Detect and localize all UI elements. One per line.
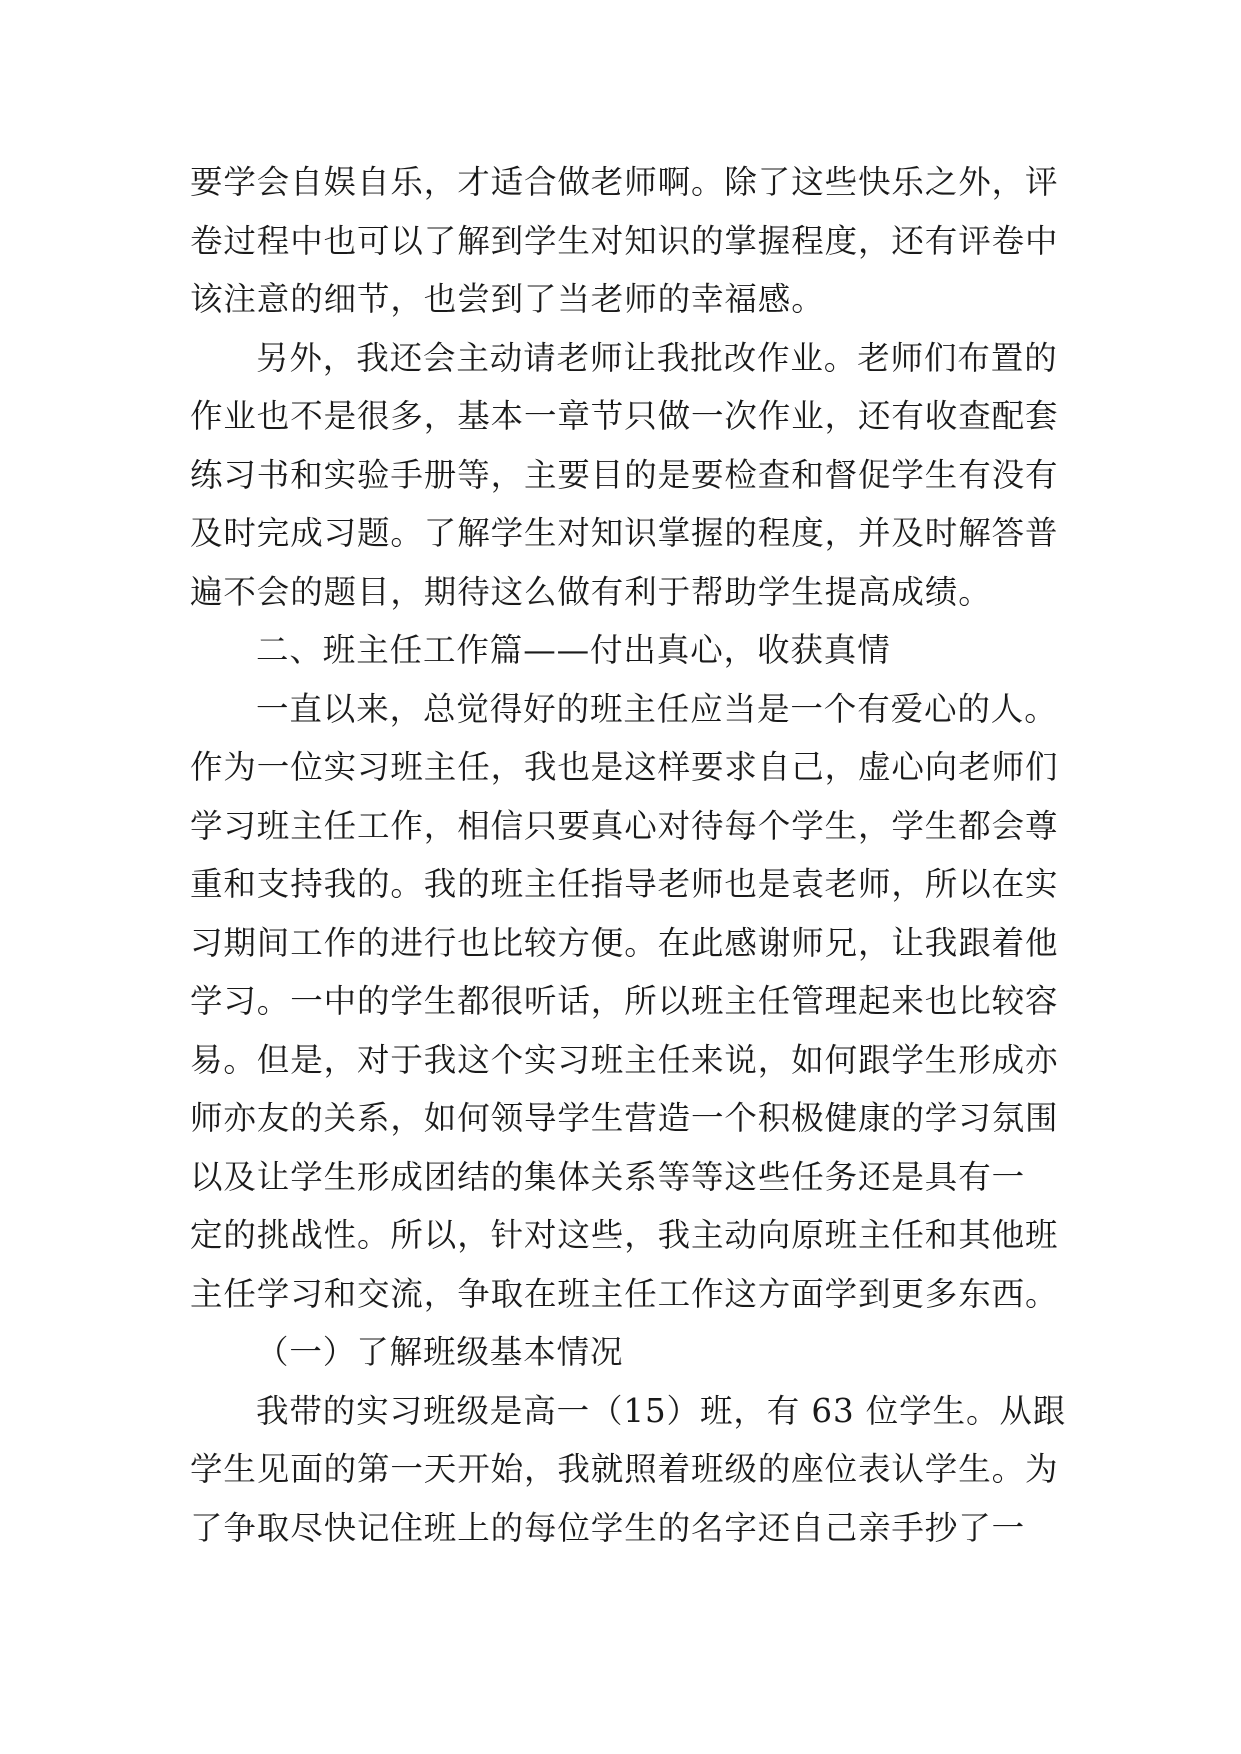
paragraph-first-line: 一直以来，总觉得好的班主任应当是一个有爱心的人。 <box>256 689 1058 728</box>
text-line: 定的挑战性。所以，针对这些，我主动向原班主任和其他班 <box>190 1216 1059 1254</box>
text-line: 遍不会的题目，期待这么做有利于帮助学生提高成绩。 <box>190 572 992 611</box>
text-line: 作为一位实习班主任，我也是这样要求自己，虚心向老师们 <box>190 748 1059 786</box>
paragraph-first-line: 另外，我还会主动请老师让我批改作业。老师们布置的 <box>256 338 1058 377</box>
text-line: 练习书和实验手册等，主要目的是要检查和督促学生有没有 <box>190 455 1059 494</box>
text-line: 重和支持我的。我的班主任指导老师也是袁老师，所以在实 <box>190 865 1059 903</box>
text-line: 要学会自娱自乐，才适合做老师啊。除了这些快乐之外，评 <box>190 163 1059 201</box>
text-line: 学习。一中的学生都很听话，所以班主任管理起来也比较容 <box>190 982 1059 1020</box>
section-heading: 二、班主任工作篇——付出真心，收获真情 <box>256 631 891 669</box>
text-line: 易。但是，对于我这个实习班主任来说，如何跟学生形成亦 <box>190 1040 1059 1079</box>
text-line: 师亦友的关系，如何领导学生营造一个积极健康的学习氛围 <box>190 1099 1059 1137</box>
text-line: 卷过程中也可以了解到学生对知识的掌握程度，还有评卷中 <box>190 221 1059 260</box>
text-line: 及时完成习题。了解学生对知识掌握的程度，并及时解答普 <box>190 514 1059 552</box>
body-text <box>190 153 1067 1557</box>
subsection-heading: （一）了解班级基本情况 <box>256 1333 624 1371</box>
text-line: 了争取尽快记住班上的每位学生的名字还自己亲手抄了一 <box>190 1508 1026 1547</box>
text-line: 学习班主任工作，相信只要真心对待每个学生，学生都会尊 <box>190 806 1059 845</box>
text-line: 习期间工作的进行也比较方便。在此感谢师兄，让我跟着他 <box>190 923 1059 962</box>
paragraph-first-line: 我带的实习班级是高一（15）班，有 63 位学生。从跟 <box>256 1391 1067 1430</box>
text-line: 作业也不是很多，基本一章节只做一次作业，还有收查配套 <box>190 397 1059 435</box>
text-line: 以及让学生形成团结的集体关系等等这些任务还是具有一 <box>190 1157 1026 1196</box>
text-line: 主任学习和交流，争取在班主任工作这方面学到更多东西。 <box>190 1274 1059 1313</box>
text-line: 该注意的细节，也尝到了当老师的幸福感。 <box>190 280 825 318</box>
text-line: 学生见面的第一天开始，我就照着班级的座位表认学生。为 <box>190 1450 1059 1488</box>
